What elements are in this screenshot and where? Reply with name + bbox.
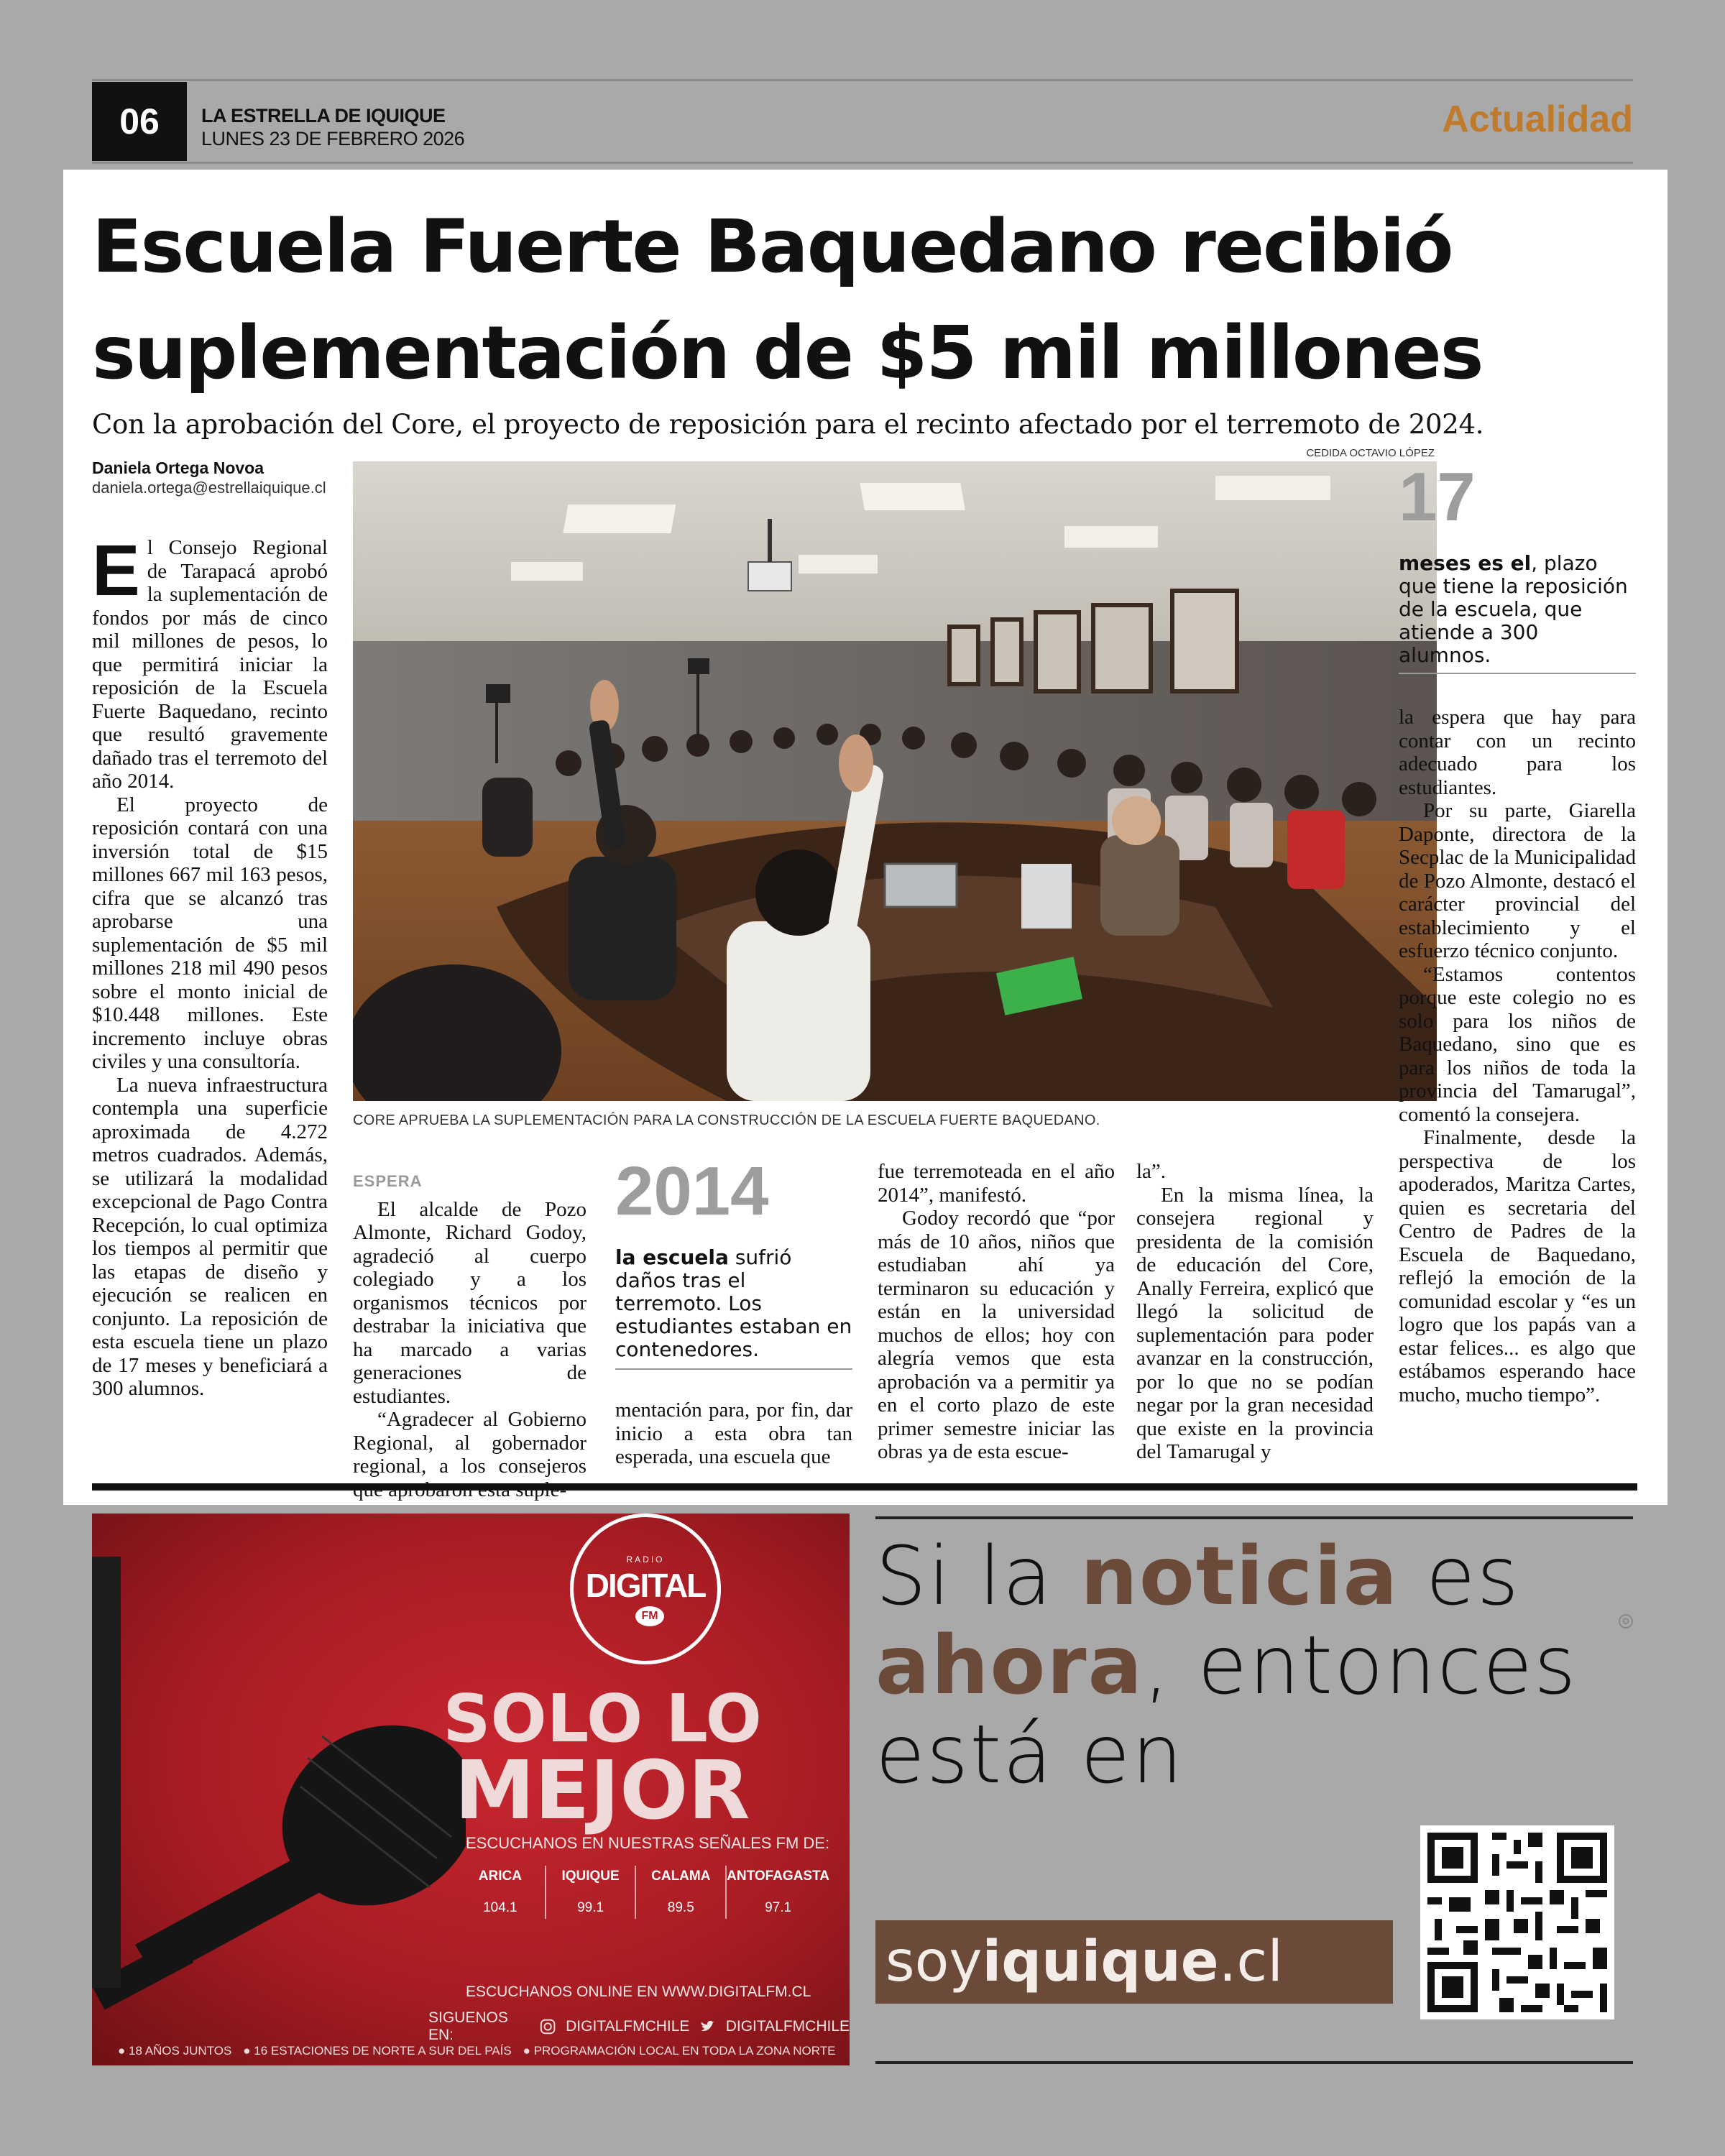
- body-column-2: [353, 1170, 586, 1501]
- body-paragraph: Por su parte, Giarella Daponte, directora de la Secplac de la Municipalidad de Pozo Almonte, destacó el carácter provincial del establecimiento y el esfuerzo técnico conjunto.: [1399, 799, 1636, 962]
- factbox-text: [1399, 552, 1636, 667]
- paper-date: LUNES 23 DE FEBRERO 2026: [201, 128, 465, 149]
- paper-name: LA ESTRELLA DE IQUIQUE: [201, 105, 446, 126]
- factbox-rest: sufrió daños tras el terremoto. Los estudiantes estaban en contenedores.: [615, 1245, 852, 1361]
- station-list: [456, 1866, 829, 1919]
- footer-item: ● 16 ESTACIONES DE NORTE A SUR DEL PAÍS: [243, 2044, 512, 2058]
- station-arica: [456, 1866, 546, 1919]
- body-column-4: [878, 1160, 1115, 1464]
- logo-fm-text: FM: [635, 1606, 664, 1626]
- headline-line-2: suplementación de $5 mil millones: [92, 310, 1483, 396]
- station-iquique: [546, 1866, 637, 1919]
- station-calama: [636, 1866, 727, 1919]
- deck: Con la aprobación del Core, el proyecto de reposición para el recinto afectado por el terremoto de 2024.: [92, 409, 1484, 440]
- promo-highlight: noticia: [1080, 1530, 1399, 1623]
- body-paragraph: La nueva infraestructura contempla una superficie aproximada de 4.272 metros cuadrados. Además, se utilizará la modalidad excepcional de Pago Contra Recepción, lo cual optimiza los tiempos al permitir que las etapas de diseño y ejecución se realicen en conjunto. La reposición de esta escuela tiene un plazo de 17 meses y beneficiará a 300 alumnos.: [92, 1073, 328, 1400]
- radio-digital-fm-ad[interactable]: [92, 1514, 850, 2065]
- section-label: Actualidad: [1442, 98, 1633, 140]
- headline: [92, 194, 1637, 407]
- header-rule-bottom: [92, 162, 1633, 164]
- station-city: IQUIQUE: [561, 1869, 620, 1884]
- body-paragraph: Godoy recordó que “por más de 10 años, niños que estudiaban ahí ya terminaron su educación y están en la universidad muchos de ellos; hoy con alegría vemos que esta aprobación va a permitir ya en el corto plazo de este primer semestre iniciar las obras ya de esta escue-: [878, 1207, 1115, 1463]
- body-column-3: [615, 1399, 852, 1469]
- twitter-handle[interactable]: DIGITALFMCHILE: [725, 2018, 850, 2035]
- body-paragraph: mentación para, por fin, dar inicio a esta obra tan esperada, una escuela que: [615, 1399, 852, 1468]
- factbox-2014: [615, 1153, 852, 1361]
- station-city: ANTOFAGASTA: [727, 1869, 830, 1884]
- footer-text: PROGRAMACIÓN LOCAL EN TODA LA ZONA NORTE: [533, 2044, 836, 2058]
- dropcap: E: [92, 530, 140, 611]
- footer-item: ● PROGRAMACIÓN LOCAL EN TODA LA ZONA NORTE: [523, 2044, 836, 2058]
- station-frequency: 89.5: [667, 1900, 694, 1915]
- twitter-icon[interactable]: [699, 2018, 715, 2035]
- body-paragraph: la”.: [1136, 1160, 1167, 1183]
- promo-line-2: [875, 1619, 1633, 1713]
- promo-rule-top: [875, 1516, 1633, 1519]
- site-bold: iquique: [982, 1930, 1219, 1994]
- soyiquique-promo: [875, 1514, 1633, 2065]
- slogan-line-2: MEJOR: [454, 1744, 750, 1838]
- soyiquique-link[interactable]: [875, 1920, 1393, 2004]
- digital-fm-logo: [570, 1514, 721, 1664]
- ad-footer: [118, 2044, 837, 2058]
- paragraph-text: l Consejo Regional de Tarapacá aprobó la suplementación de fondos por más de cinco mil millones de pesos, lo que permitirá iniciar la reposición de la Escuela Fuerte Baquedano, recinto que resultó gravemente dañado tras el terremoto del año 2014.: [92, 536, 328, 793]
- kicker-espera: ESPERA: [353, 1172, 423, 1190]
- station-city: CALAMA: [651, 1869, 711, 1884]
- instagram-icon[interactable]: [540, 2018, 556, 2035]
- article-photo: [353, 461, 1437, 1101]
- body-paragraph: “Estamos contentos porque este colegio no es solo para los niños de Baquedano, sino que es para los niños de toda la provincia del Tamarugal”, comentó la consejera.: [1399, 962, 1636, 1126]
- logo-radio-text: RADIO: [626, 1554, 665, 1565]
- station-city: ARICA: [478, 1869, 522, 1884]
- photo-caption: CORE APRUEBA LA SUPLEMENTACIÓN PARA LA CONSTRUCCIÓN DE LA ESCUELA FUERTE BAQUEDANO.: [353, 1112, 1100, 1128]
- body-paragraph: [92, 530, 328, 793]
- body-paragraph: El proyecto de reposición contará con una inversión total de $15 millones 667 mil 163 pesos, cifra que se alcanzó tras aprobarse una suplementación de $5 mil millones 218 mil 490 pesos sobre el monto inicial de $10.448 millones. Este incremento incluye obras civiles y una consultoría.: [92, 793, 328, 1073]
- instagram-handle[interactable]: DIGITALFMCHILE: [566, 2018, 690, 2035]
- factbox-17: [1399, 461, 1636, 667]
- footer-text: 18 AÑOS JUNTOS: [129, 2044, 232, 2058]
- meeting-room-illustration: [353, 461, 1437, 1101]
- promo-word: , entonces: [1144, 1619, 1578, 1713]
- factbox-bold: la escuela: [615, 1245, 729, 1269]
- header-rule-top: [92, 79, 1633, 81]
- slogan-line-1: SOLO LO: [443, 1680, 762, 1757]
- end-of-article-icon: ✪: [1619, 1614, 1633, 1628]
- station-antofagasta: [727, 1866, 829, 1919]
- factbox-text: [615, 1246, 852, 1361]
- promo-rule-bottom: [875, 2061, 1633, 2064]
- site-prefix: soy: [886, 1930, 983, 1994]
- promo-word: está en: [875, 1708, 1184, 1802]
- body-paragraph: “Agradecer al Gobierno Regional, al gobernador regional, a los consejeros: [353, 1408, 586, 1478]
- body-paragraph: El alcalde de Pozo Almonte, Richard Godoy, agradeció al cuerpo colegiado y a los organismos técnicos por destrabar la iniciativa que ha marcado a varias generaciones de estudiantes.: [353, 1197, 586, 1408]
- author-name: Daniela Ortega Novoa: [92, 459, 264, 477]
- footer-text: 16 ESTACIONES DE NORTE A SUR DEL PAÍS: [254, 2044, 512, 2058]
- site-suffix: .cl: [1218, 1930, 1283, 1994]
- promo-text: [875, 1530, 1633, 1802]
- factbox-rest: , plazo que tiene la reposición de la escuela, que atiende a 300 alumnos.: [1399, 551, 1628, 667]
- follow-label: SIGUENOS EN:: [428, 2009, 508, 2043]
- factbox-rule: [615, 1368, 852, 1370]
- promo-word: Si la: [875, 1530, 1081, 1623]
- station-frequency: 104.1: [483, 1900, 518, 1915]
- body-column-5: [1136, 1160, 1374, 1464]
- online-url-text[interactable]: ESCUCHANOS ONLINE EN WWW.DIGITALFM.CL: [466, 1984, 811, 2000]
- footer-item: ● 18 AÑOS JUNTOS: [118, 2044, 232, 2058]
- factbox-number: 17: [1399, 459, 1476, 535]
- station-frequency: 99.1: [577, 1900, 604, 1915]
- promo-line-1: [875, 1530, 1633, 1623]
- body-paragraph: En la misma línea, la consejera regional y presidenta de la comisión de educación del Core, Anally Ferreira, explicó que llegó la solicitud de suplementación para poder avanzar en la construcción, por lo que no se podían negar por la gran necesidad que existe en la provincia del Tamarugal y: [1136, 1183, 1374, 1463]
- promo-line-3: [875, 1708, 1633, 1802]
- sidebar-rule: [1399, 673, 1636, 674]
- body-paragraph: la espera que hay para contar con un recinto adecuado para los estudiantes.: [1399, 706, 1636, 799]
- promo-word: es: [1399, 1530, 1520, 1623]
- photo-credit: CEDIDA OCTAVIO LÓPEZ: [1306, 447, 1435, 459]
- social-follow-row: [428, 2009, 850, 2044]
- logo-digital-text: DIGITAL: [585, 1567, 706, 1604]
- listen-text: ESCUCHANOS EN NUESTRAS SEÑALES FM DE:: [466, 1834, 830, 1852]
- body-column-right: [1399, 706, 1636, 1406]
- station-frequency: 97.1: [765, 1900, 792, 1915]
- author-email: daniela.ortega@estrellaiquique.cl: [92, 479, 326, 497]
- page-number: 06: [92, 82, 187, 161]
- body-paragraph: fue terremoteada en el año 2014”, manifestó.: [878, 1160, 1115, 1207]
- factbox-bold: meses es el: [1399, 551, 1532, 575]
- body-column-1: [92, 530, 328, 1401]
- promo-highlight: ahora: [875, 1619, 1144, 1713]
- factbox-number: 2014: [615, 1153, 769, 1230]
- ad-slogan: [394, 1680, 811, 1838]
- qr-code-icon[interactable]: [1420, 1825, 1614, 2019]
- article-bottom-rule: [92, 1483, 1637, 1491]
- body-paragraph: Finalmente, desde la perspectiva de los apoderados, Maritza Cartes, quien es secretaria del Centro de Padres de la Escuela de Baquedano, reflejó la emoción de la comunidad escolar y “es un logro que los papás van a estar felices... es algo que estábamos esperando hace mucho, mucho tiempo”.: [1399, 1126, 1636, 1406]
- headline-line-1: Escuela Fuerte Baquedano recibió: [92, 204, 1453, 290]
